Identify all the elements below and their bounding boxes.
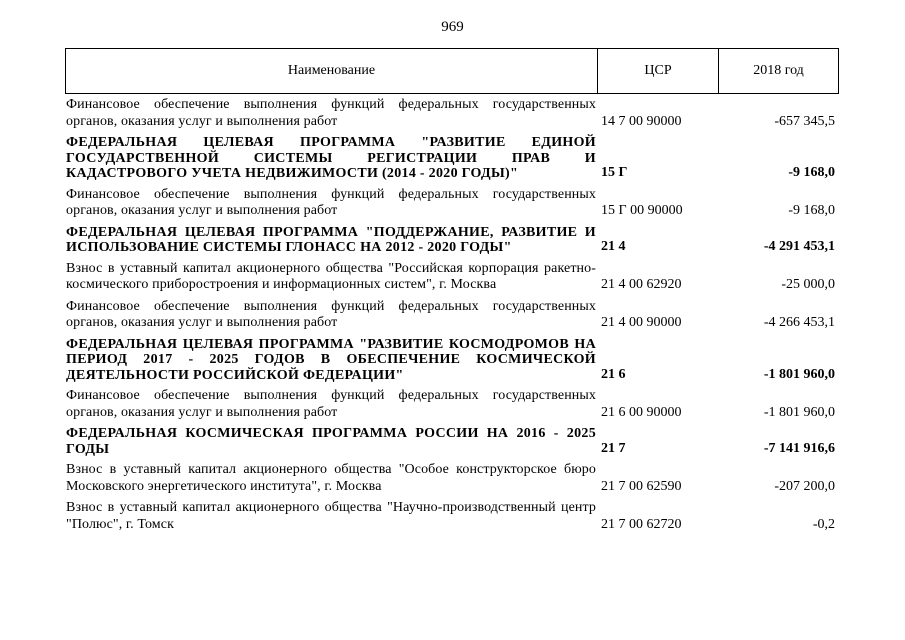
row-value: -4 291 453,1 [763, 239, 835, 254]
row-name: Взнос в уставный капитал акционерного общества "Научно-производственный центр "Полюс", г. Томск [66, 500, 596, 532]
header-name: Наименование [66, 49, 598, 93]
table-header [65, 48, 839, 94]
row-name: Финансовое обеспечение выполнения функций федеральных государственных органов, оказания услуг и выполнения работ [66, 298, 596, 330]
row-name: ФЕДЕРАЛЬНАЯ ЦЕЛЕВАЯ ПРОГРАММА "РАЗВИТИЕ КОСМОДРОМОВ НА ПЕРИОД 2017 - 2025 ГОДОВ В ОБЕСПЕЧЕНИЕ КОСМИЧЕСКОЙ ДЕЯТЕЛЬНОСТИ РОССИЙСКОЙ ФЕДЕРАЦИИ" [66, 336, 596, 383]
page-number: 969 [441, 19, 464, 35]
row-value: -9 168,0 [788, 165, 835, 180]
table-row [66, 261, 839, 294]
row-value: -657 345,5 [774, 113, 835, 129]
header-csr: ЦСР [598, 49, 719, 93]
row-csr: 21 6 [601, 366, 626, 382]
table-row [66, 299, 839, 332]
table-row [66, 388, 839, 421]
row-name: Взнос в уставный капитал акционерного общества "Российская корпорация ракетно-космического приборостроения и информационных систем", г. Москва [66, 260, 596, 292]
row-csr: 21 6 00 90000 [601, 404, 682, 420]
row-value: -1 801 960,0 [763, 404, 835, 420]
row-value: -4 266 453,1 [763, 315, 835, 330]
table-row [66, 97, 839, 130]
row-name: ФЕДЕРАЛЬНАЯ ЦЕЛЕВАЯ ПРОГРАММА "РАЗВИТИЕ ЕДИНОЙ ГОСУДАРСТВЕННОЙ СИСТЕМЫ РЕГИСТРАЦИИ ПРАВ И КАДАСТРОВОГО УЧЕТА НЕДВИЖИМОСТИ (2014 - 2020 ГОДЫ)" [66, 135, 596, 181]
row-csr: 21 7 [601, 440, 626, 456]
row-value: -207 200,0 [774, 478, 835, 494]
table-row [66, 426, 839, 457]
row-value: -25 000,0 [781, 277, 835, 292]
table-row [66, 500, 839, 533]
table-row [66, 462, 839, 495]
table-row [66, 187, 839, 220]
row-csr: 15 Г 00 90000 [601, 203, 683, 218]
row-name: ФЕДЕРАЛЬНАЯ КОСМИЧЕСКАЯ ПРОГРАММА РОССИИ НА 2016 - 2025 ГОДЫ [66, 426, 596, 457]
header-year: 2018 год [753, 63, 804, 78]
row-value: -1 801 960,0 [763, 366, 835, 382]
row-csr: 14 7 00 90000 [601, 113, 682, 129]
row-name: ФЕДЕРАЛЬНАЯ ЦЕЛЕВАЯ ПРОГРАММА "ПОДДЕРЖАНИЕ, РАЗВИТИЕ И ИСПОЛЬЗОВАНИЕ СИСТЕМЫ ГЛОНАСС НА 2012 - 2020 ГОДЫ" [66, 224, 596, 255]
row-csr: 21 4 [601, 239, 626, 254]
row-csr: 21 4 00 90000 [601, 315, 682, 330]
table-row [66, 135, 839, 182]
row-csr: 21 7 00 62590 [601, 478, 682, 494]
row-name: Взнос в уставный капитал акционерного общества "Особое конструкторское бюро Московского энергетического института", г. Москва [66, 462, 596, 494]
row-name: Финансовое обеспечение выполнения функций федеральных государственных органов, оказания услуг и выполнения работ [66, 388, 596, 420]
table-body [66, 97, 839, 538]
row-csr: 15 Г [601, 165, 628, 180]
row-value: -9 168,0 [788, 203, 835, 218]
row-csr: 21 4 00 62920 [601, 277, 682, 292]
row-name: Финансовое обеспечение выполнения функций федеральных государственных органов, оказания услуг и выполнения работ [66, 97, 596, 129]
table-row [66, 225, 839, 256]
table-row [66, 337, 839, 384]
row-value: -7 141 916,6 [763, 440, 835, 456]
row-name: Финансовое обеспечение выполнения функций федеральных государственных органов, оказания услуг и выполнения работ [66, 186, 596, 218]
row-value: -0,2 [812, 516, 835, 532]
row-csr: 21 7 00 62720 [601, 516, 682, 532]
